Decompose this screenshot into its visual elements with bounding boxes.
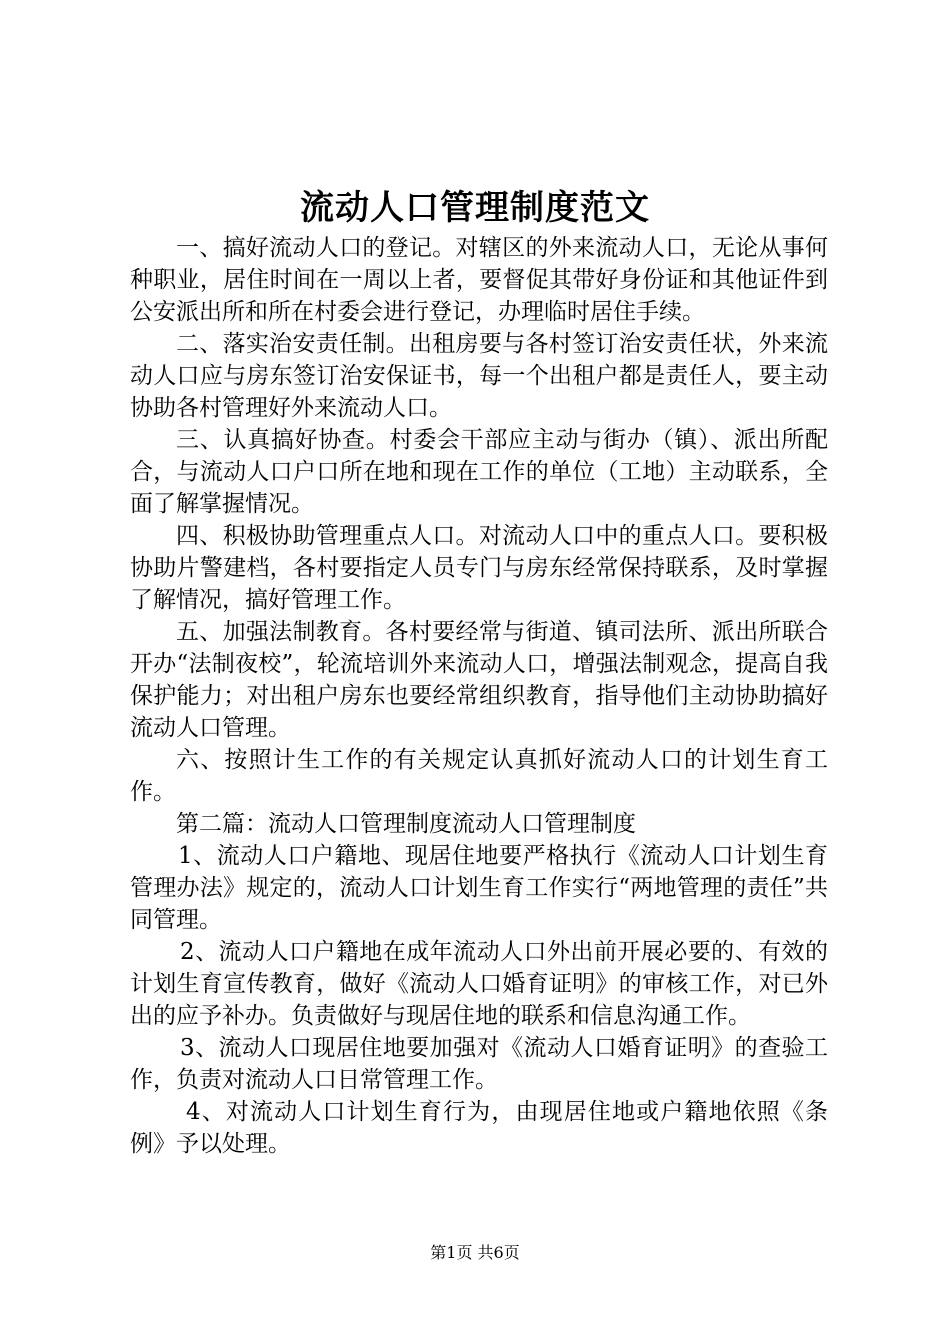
paragraph-item-3: 3、流动人口现居住地要加强对《流动人口婚育证明》的查验工作，负责对流动人口日常管理工作。	[130, 1035, 828, 1093]
paragraph-family-planning: 六、按照计生工作的有关规定认真抓好流动人口的计划生育工作。	[130, 747, 828, 805]
paragraph-security-responsibility: 二、落实治安责任制。出租房要与各村签订治安责任状，外来流动人口应与房东签订治安保证书，每一个出租户都是责任人，要主动协助各村管理好外来流动人口。	[130, 331, 828, 421]
paragraph-key-population: 四、积极协助管理重点人口。对流动人口中的重点人口。要积极协助片警建档，各村要指定人员专门与房东经常保持联系，及时掌握了解情况，搞好管理工作。	[130, 523, 828, 613]
paragraph-item-2: 2、流动人口户籍地在成年流动人口外出前开展必要的、有效的计划生育宣传教育，做好《流动人口婚育证明》的审核工作，对已外出的应予补办。负责做好与现居住地的联系和信息沟通工作。	[130, 939, 828, 1029]
paragraph-legal-education: 五、加强法制教育。各村要经常与街道、镇司法所、派出所联合开办“法制夜校”，轮流培训外来流动人口，增强法制观念，提高自我保护能力；对出租户房东也要经常组织教育，指导他们主动协助搞好流动人口管理。	[130, 619, 828, 741]
paragraph-item-1: 1、流动人口户籍地、现居住地要严格执行《流动人口计划生育管理办法》规定的，流动人口计划生育工作实行“两地管理的责任”共同管理。	[130, 843, 828, 933]
page-number-footer: 第1页 共6页	[430, 1243, 520, 1262]
paragraph-item-4: 4、对流动人口计划生育行为，由现居住地或户籍地依照《条例》予以处理。	[130, 1099, 828, 1157]
document-title: 流动人口管理制度范文	[300, 188, 650, 228]
section-heading-part-two: 第二篇：流动人口管理制度流动人口管理制度	[176, 811, 636, 837]
document-body	[130, 232, 828, 1160]
paragraph-investigation: 三、认真搞好协查。村委会干部应主动与街办（镇）、派出所配合，与流动人口户口所在地和现在工作的单位（工地）主动联系，全面了解掌握情况。	[130, 427, 828, 517]
paragraph-registration: 一、搞好流动人口的登记。对辖区的外来流动人口，无论从事何种职业，居住时间在一周以上者，要督促其带好身份证和其他证件到公安派出所和所在村委会进行登记，办理临时居住手续。	[130, 235, 828, 325]
